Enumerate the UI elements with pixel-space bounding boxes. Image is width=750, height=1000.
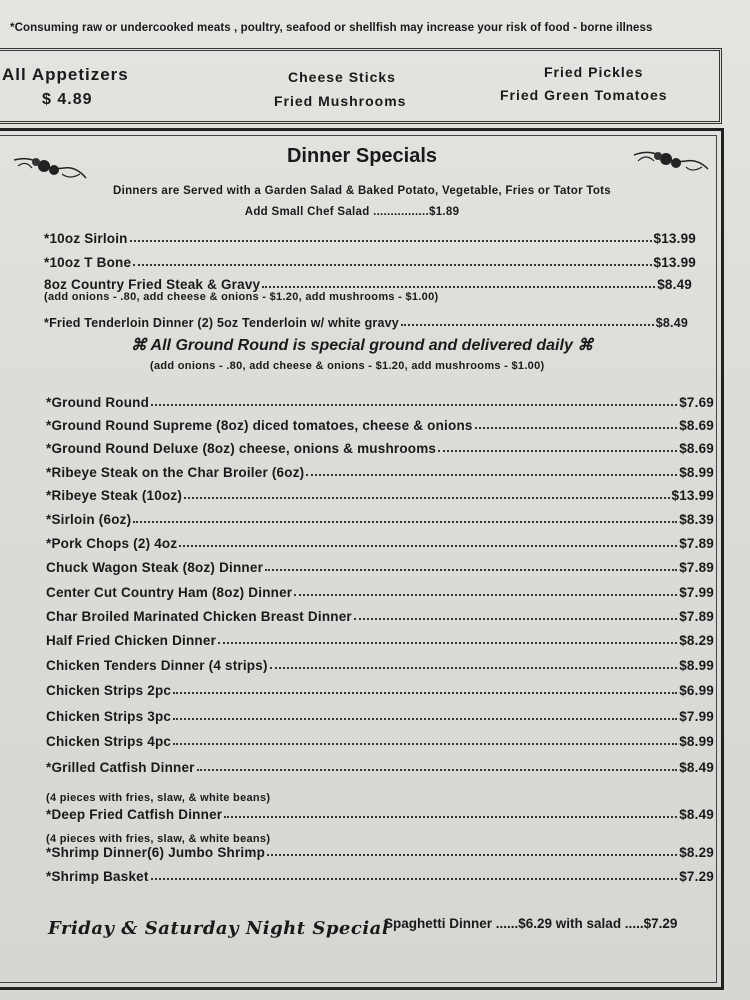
leader-dots — [265, 569, 677, 571]
item-price: $8.69 — [679, 418, 714, 433]
item-name: Char Broiled Marinated Chicken Breast Dinner — [46, 609, 352, 624]
item-price: $8.29 — [679, 845, 714, 860]
menu-item — [44, 226, 696, 246]
leader-dots — [173, 692, 677, 694]
menu-item — [44, 272, 692, 292]
item-name: *Fried Tenderloin Dinner (2) 5oz Tenderloin w/ white gravy — [44, 316, 399, 330]
food-safety-warning: *Consuming raw or undercooked meats , poultry, seafood or shellfish may increase your risk of food - borne illness — [10, 22, 653, 34]
leader-dots — [267, 854, 677, 856]
menu-item — [46, 507, 714, 527]
served-with-note: Dinners are Served with a Garden Salad & Baked Potato, Vegetable, Fries or Tator Tots — [113, 185, 611, 197]
item-name: Center Cut Country Ham (8oz) Dinner — [46, 585, 293, 600]
item-price: $13.99 — [671, 488, 714, 503]
item-price: $8.99 — [679, 734, 714, 749]
leader-dots — [179, 545, 677, 547]
leader-dots — [401, 324, 654, 326]
dinner-specials-title: Dinner Specials — [286, 145, 438, 167]
item-price: $7.99 — [679, 585, 714, 600]
appetizers-price: $ 4.89 — [42, 91, 93, 108]
leader-dots — [151, 404, 677, 406]
leader-dots — [438, 450, 677, 452]
item-price: $8.99 — [679, 465, 714, 480]
leader-dots — [151, 878, 678, 880]
ground-addons-note: (add onions - .80, add cheese & onions - $1.20, add mushrooms - $1.00) — [150, 360, 545, 372]
item-name: Chicken Strips 3pc — [46, 709, 172, 724]
appetizers-title: All Appetizers — [2, 65, 129, 84]
item-name: *10oz Sirloin — [44, 231, 128, 246]
leader-dots — [218, 642, 677, 644]
chef-salad-note: Add Small Chef Salad ................$1.89 — [244, 206, 460, 218]
item-price: $8.49 — [655, 316, 688, 330]
weekend-special-detail: Spaghetti Dinner ......$6.29 with salad .....$7.29 — [384, 916, 678, 931]
item-name: *Sirloin (6oz) — [46, 512, 132, 527]
item-price: $7.89 — [679, 560, 714, 575]
leader-dots — [133, 521, 677, 523]
item-price: $8.39 — [679, 512, 714, 527]
leader-dots — [133, 264, 651, 266]
menu-item — [46, 678, 714, 698]
leader-dots — [354, 618, 677, 620]
leader-dots — [184, 497, 669, 499]
appetizer-item: Fried Mushrooms — [274, 93, 407, 109]
menu-item — [44, 310, 688, 330]
leader-dots — [173, 743, 677, 745]
item-name: *Shrimp Dinner(6) Jumbo Shrimp — [46, 845, 266, 860]
leader-dots — [130, 240, 652, 242]
menu-item — [46, 802, 714, 822]
item-price: $8.49 — [657, 277, 692, 292]
item-name: *Ground Round Deluxe (8oz) cheese, onions & mushrooms — [46, 441, 437, 456]
item-price: $8.49 — [679, 807, 714, 822]
item-name: *Shrimp Basket — [46, 869, 149, 884]
menu-item — [46, 413, 714, 433]
leader-dots — [306, 474, 677, 476]
catfish-note: (4 pieces with fries, slaw, & white beans) — [46, 792, 271, 804]
appetizer-item: Fried Pickles — [544, 64, 644, 80]
weekend-special-label: Friday & Saturday Night Special — [48, 918, 390, 939]
item-name: Chicken Tenders Dinner (4 strips) — [46, 658, 268, 673]
menu-item — [44, 250, 696, 270]
item-name: Half Fried Chicken Dinner — [46, 633, 217, 648]
menu-item — [46, 531, 714, 551]
menu-item — [46, 580, 714, 600]
menu-item — [46, 628, 714, 648]
item-price: $8.99 — [679, 658, 714, 673]
item-name: Chicken Strips 2pc — [46, 683, 172, 698]
menu-item — [46, 460, 714, 480]
leader-dots — [294, 594, 677, 596]
appetizer-item: Cheese Sticks — [288, 69, 396, 85]
item-name: *Ground Round Supreme (8oz) diced tomatoes, cheese & onions — [46, 418, 473, 433]
appetizer-item: Fried Green Tomatoes — [500, 87, 668, 103]
menu-item — [46, 604, 714, 624]
item-name: 8oz Country Fried Steak & Gravy — [44, 277, 261, 292]
menu-item — [46, 555, 714, 575]
item-name: Chicken Strips 4pc — [46, 734, 172, 749]
steak-addons-note: (add onions - .80, add cheese & onions - $1.20, add mushrooms - $1.00) — [44, 291, 439, 303]
ground-round-heading: ⌘ All Ground Round is special ground and delivered daily ⌘ — [130, 337, 594, 354]
menu-item — [46, 864, 714, 884]
item-price: $8.49 — [679, 760, 714, 775]
menu-item — [46, 755, 714, 775]
leader-dots — [173, 718, 677, 720]
menu-item — [46, 704, 714, 724]
menu-item — [46, 653, 714, 673]
item-name: *Deep Fried Catfish Dinner — [46, 807, 223, 822]
item-price: $8.69 — [679, 441, 714, 456]
item-price: $7.89 — [679, 609, 714, 624]
item-price: $7.69 — [679, 395, 714, 410]
item-name: *Pork Chops (2) 4oz — [46, 536, 178, 551]
item-price: $13.99 — [653, 255, 696, 270]
menu-item — [46, 483, 714, 503]
item-name: *Ribeye Steak on the Char Broiler (6oz) — [46, 465, 305, 480]
menu-item — [46, 436, 714, 456]
item-price: $7.99 — [679, 709, 714, 724]
item-price: $7.89 — [679, 536, 714, 551]
item-name: *Ribeye Steak (10oz) — [46, 488, 183, 503]
appetizers-box — [0, 48, 722, 124]
leader-dots — [270, 667, 678, 669]
leader-dots — [475, 427, 678, 429]
item-name: *Ground Round — [46, 395, 150, 410]
item-name: *Grilled Catfish Dinner — [46, 760, 195, 775]
item-price: $6.99 — [679, 683, 714, 698]
catfish-note: (4 pieces with fries, slaw, & white beans) — [46, 833, 271, 845]
item-price: $13.99 — [653, 231, 696, 246]
menu-item — [46, 390, 714, 410]
item-name: Chuck Wagon Steak (8oz) Dinner — [46, 560, 264, 575]
item-price: $7.29 — [679, 869, 714, 884]
leader-dots — [197, 769, 678, 771]
item-name: *10oz T Bone — [44, 255, 132, 270]
item-price: $8.29 — [679, 633, 714, 648]
leader-dots — [262, 286, 655, 288]
leader-dots — [224, 816, 677, 818]
menu-item — [46, 729, 714, 749]
